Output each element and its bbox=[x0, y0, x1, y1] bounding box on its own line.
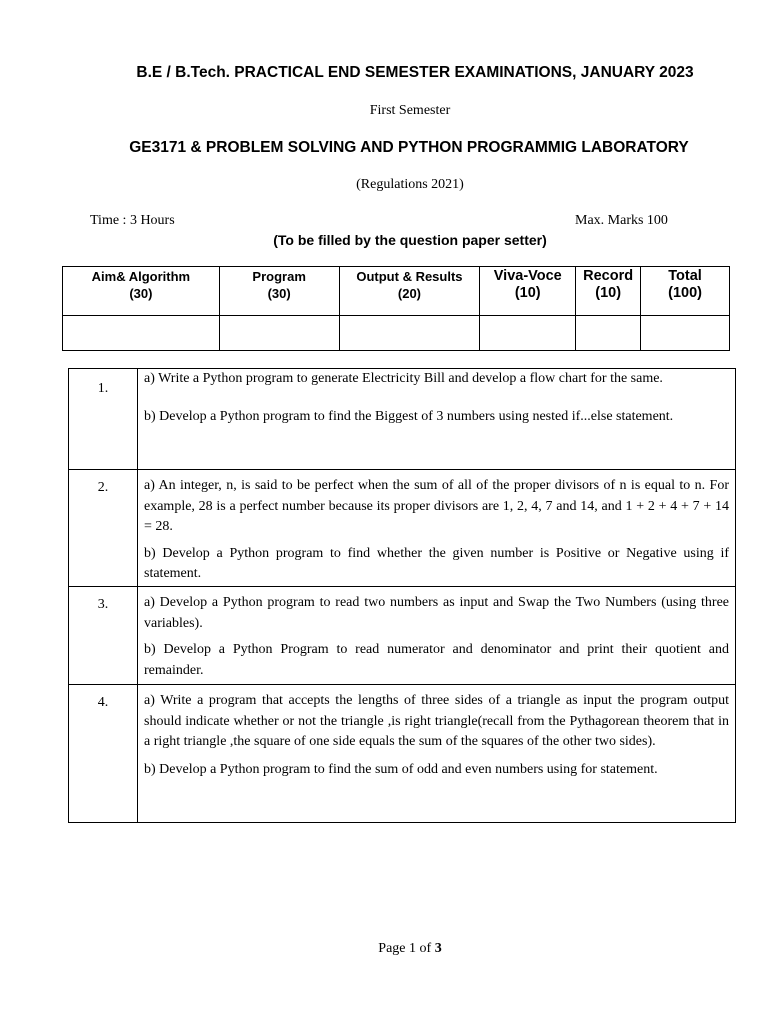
marks-cell-program bbox=[219, 316, 339, 351]
question-number: 4. bbox=[69, 685, 138, 823]
marks-cell-total bbox=[641, 316, 730, 351]
question-row bbox=[69, 685, 736, 823]
question-part-b: b) Develop a Python Program to read numerator and denominator and print their quotient and remainder. bbox=[144, 642, 729, 678]
question-row bbox=[69, 369, 736, 470]
marks-col-record: Record (10) bbox=[576, 267, 641, 316]
marks-cell-aim bbox=[63, 316, 220, 351]
marks-table bbox=[62, 266, 730, 351]
page-number: Page 1 of 3 bbox=[378, 941, 442, 956]
question-part-a: a) Write a program that accepts the lengths of three sides of a triangle as input the program output should indicate whether or not the triangle ,is right triangle(recall from the Pythagorean theorem that in a right triangle ,the square of one side equals the sum of the squares of the other two sides). bbox=[144, 693, 729, 749]
max-marks-label: Max. Marks 100 bbox=[575, 213, 668, 228]
marks-col-program: Program (30) bbox=[219, 267, 339, 316]
marks-cell-record bbox=[576, 316, 641, 351]
question-row bbox=[69, 587, 736, 685]
question-body bbox=[138, 369, 736, 470]
question-part-a: a) Develop a Python program to read two numbers as input and Swap the Two Numbers (using three variables). bbox=[144, 595, 729, 631]
question-part-b: b) Develop a Python program to find the sum of odd and even numbers using for statement. bbox=[144, 761, 658, 777]
marks-cell-output bbox=[339, 316, 480, 351]
marks-col-total: Total (100) bbox=[641, 267, 730, 316]
question-part-b: b) Develop a Python program to find whether the given number is Positive or Negative using if statement. bbox=[144, 545, 729, 581]
question-body bbox=[138, 685, 736, 823]
marks-header-row bbox=[63, 267, 730, 316]
time-label: Time : 3 Hours bbox=[90, 213, 175, 228]
marks-col-viva: Viva-Voce (10) bbox=[480, 267, 576, 316]
question-part-b: b) Develop a Python program to find the Biggest of 3 numbers using nested if...else statement. bbox=[144, 408, 674, 424]
question-body bbox=[138, 587, 736, 685]
exam-title: B.E / B.Tech. PRACTICAL END SEMESTER EXAMINATIONS, JANUARY 2023 bbox=[136, 64, 694, 81]
course-title: GE3171 & PROBLEM SOLVING AND PYTHON PROGRAMMIG LABORATORY bbox=[129, 139, 689, 156]
marks-col-output: Output & Results (20) bbox=[339, 267, 480, 316]
semester-label: First Semester bbox=[369, 103, 451, 118]
question-part-a: a) Write a Python program to generate Electricity Bill and develop a flow chart for the same. bbox=[144, 371, 663, 386]
question-body bbox=[138, 470, 736, 587]
marks-col-aim: Aim& Algorithm (30) bbox=[63, 267, 220, 316]
question-number: 2. bbox=[69, 470, 138, 587]
questions-table bbox=[68, 368, 736, 823]
question-row bbox=[69, 470, 736, 587]
marks-entry-row bbox=[63, 316, 730, 351]
question-part-a: a) An integer, n, is said to be perfect when the sum of all of the proper divisors of n is equal to n. For example, 28 is a perfect number because its proper divisors are 1, 2, 4, 7 and 14, and 1 + 2 + 4 + 7 + 14 = 28. bbox=[144, 478, 729, 534]
question-number: 3. bbox=[69, 587, 138, 685]
regulations-label: (Regulations 2021) bbox=[356, 177, 464, 192]
marks-cell-viva bbox=[480, 316, 576, 351]
setter-note: (To be filled by the question paper setter) bbox=[273, 232, 547, 248]
question-number: 1. bbox=[69, 369, 138, 470]
